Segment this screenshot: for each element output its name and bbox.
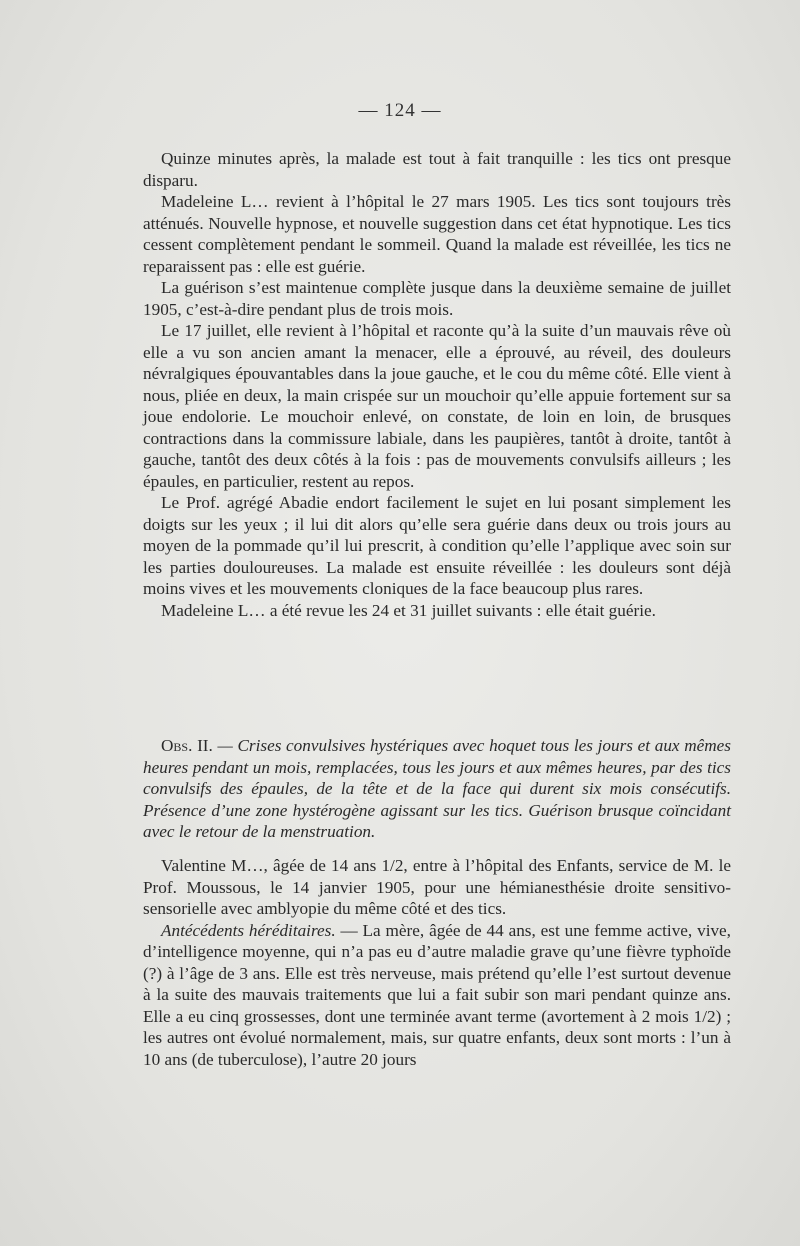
case-continuation-text: [143, 148, 731, 621]
observation-label: Obs. II.: [161, 736, 213, 755]
antecedents-heading: Antécédents héréditaires.: [161, 920, 336, 940]
observation-paragraph: [143, 735, 731, 843]
paragraph: Le Prof. agrégé Abadie endort facilement le sujet en lui posant simplement les doigts sur les yeux ; il lui dit alors qu’elle sera guérie dans deux ou trois jours au moyen de la pommade qu’il lui prescrit, à condition qu’elle l’applique avec soin sur les parties douloureuses. La malade est ensuite réveillée : les douleurs sont déjà moins vives et les mouvements cloniques de la face beaucoup plus rares.: [143, 493, 731, 598]
case-two-text: [143, 855, 731, 1070]
antecedents-text: — La mère, âgée de 44 ans, est une femme active, vive, d’intelligence moyenne, qui n’a pas eu d’autre maladie grave qu’une fièvre typhoïde (?) à l’âge de 3 ans. Elle est très nerveuse, mais prétend qu’elle l’est surtout devenue à la suite des mauvais traitements que lui a fait subir son mari pendant quinze ans. Elle a eu cinq grossesses, dont une terminée avant terme (avortement à 2 mois 1/2) ; les autres ont évolué normalement, mais, sur quatre enfants, deux sont morts : l’un à 10 ans (de tuberculose), l’autre 20 jours: [143, 920, 731, 1069]
paragraph: Madeleine L… revient à l’hôpital le 27 mars 1905. Les tics sont toujours très atténués. Nouvelle hypnose, et nouvelle suggestion dans cet état hypnotique. Les tics cessent complètement pendant le sommeil. Quand la malade est réveillée, les tics ne reparaissent pas : elle est guérie.: [143, 192, 731, 276]
observation-heading: [143, 735, 731, 843]
antecedents-paragraph: [143, 920, 731, 1071]
paragraph: Madeleine L… a été revue les 24 et 31 juillet suivants : elle était guérie.: [161, 600, 656, 620]
paragraph: Quinze minutes après, la malade est tout à fait tranquille : les tics ont presque disparu.: [143, 149, 731, 190]
observation-title: — Crises convulsives hystériques avec hoquet tous les jours et aux mêmes heures pendant un mois, remplacées, tous les jours et aux mêmes heures, par des tics convulsifs des épaules, de la tête et de la face qui durent six mois consécutifs. Présence d’une zone hystérogène agissant sur les tics. Guérison brusque coïncidant avec le retour de la menstruation.: [143, 736, 731, 841]
page-number: — 124 —: [358, 100, 442, 121]
paragraph: Le 17 juillet, elle revient à l’hôpital et raconte qu’à la suite d’un mauvais rêve où elle a vu son ancien amant la menacer, elle a éprouvé, au réveil, des douleurs névralgiques épouvantables dans la joue gauche, et le cou du même côté. Elle vient à nous, pliée en deux, la main crispée sur un mouchoir qu’elle appuie fortement sur sa joue endolorie. Le mouchoir enlevé, on constate, de loin en loin, de brusques contractions dans la commissure labiale, dans les paupières, tantôt à droite, tantôt à gauche, tantôt des deux côtés à la fois : pas de mouvements convulsifs ailleurs ; les épaules, en particulier, restent au repos.: [143, 321, 731, 491]
paragraph: La guérison s’est maintenue complète jusque dans la deuxième semaine de juillet 1905, c’est-à-dire pendant plus de trois mois.: [143, 278, 731, 319]
paragraph: Valentine M…, âgée de 14 ans 1/2, entre à l’hôpital des Enfants, service de M. le Prof. Moussous, le 14 janvier 1905, pour une hémianesthésie droite sensitivo-sensorielle avec amblyopie du même côté et des tics.: [143, 856, 731, 918]
